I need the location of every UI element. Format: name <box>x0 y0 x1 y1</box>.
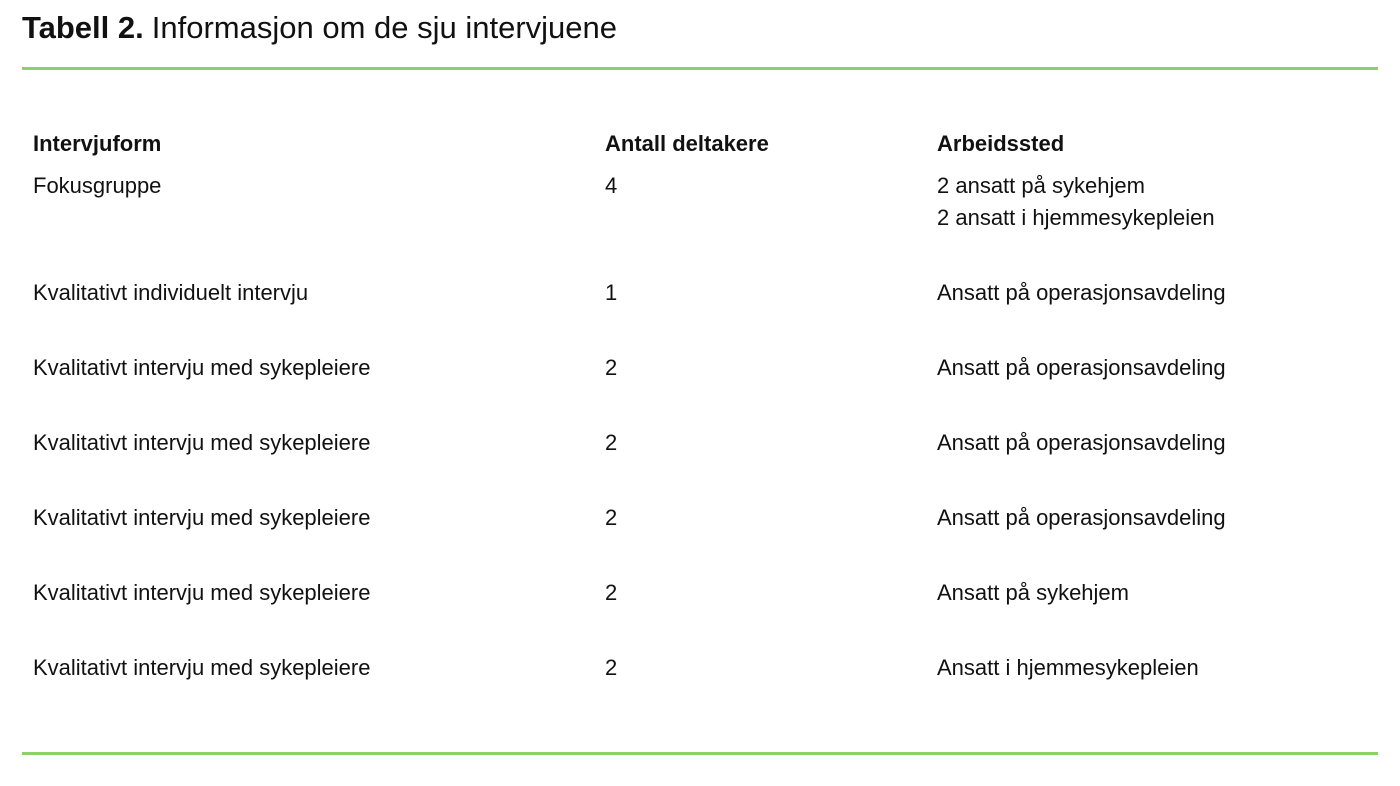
cell-participant-count: 1 <box>605 280 618 305</box>
table-row <box>33 352 1363 427</box>
interview-table <box>33 128 1363 727</box>
cell-participant-count: 2 <box>605 655 618 680</box>
cell-participant-count: 4 <box>605 173 618 198</box>
caption-label: Tabell 2. <box>22 10 144 45</box>
cell-participant-count: 2 <box>605 355 618 380</box>
bottom-rule <box>22 752 1378 755</box>
cell-workplace: Ansatt på operasjonsavdeling <box>937 355 1226 380</box>
table-row <box>33 652 1363 727</box>
cell-workplace: Ansatt i hjemmesykepleien <box>937 655 1199 680</box>
workplace-line: 2 ansatt i hjemmesykepleien <box>937 205 1215 230</box>
header-workplace: Arbeidssted <box>937 131 1065 156</box>
table-row <box>33 577 1363 652</box>
cell-interview-form: Kvalitativt intervju med sykepleiere <box>33 655 371 680</box>
table-row <box>33 427 1363 502</box>
cell-interview-form: Kvalitativt individuelt intervju <box>33 280 309 305</box>
table-header-row <box>33 128 1363 170</box>
table-row <box>33 502 1363 577</box>
caption-text: Informasjon om de sju intervjuene <box>151 10 617 45</box>
cell-workplace: Ansatt på operasjonsavdeling <box>937 280 1226 305</box>
cell-interview-form: Kvalitativt intervju med sykepleiere <box>33 355 371 380</box>
top-rule <box>22 67 1378 70</box>
cell-interview-form: Kvalitativt intervju med sykepleiere <box>33 505 371 530</box>
workplace-line: 2 ansatt på sykehjem <box>937 173 1145 198</box>
cell-interview-form: Kvalitativt intervju med sykepleiere <box>33 580 371 605</box>
table-caption <box>22 8 617 48</box>
table-row <box>33 277 1363 352</box>
cell-workplace: Ansatt på operasjonsavdeling <box>937 505 1226 530</box>
cell-workplace: Ansatt på operasjonsavdeling <box>937 430 1226 455</box>
cell-workplace <box>937 170 1215 234</box>
cell-participant-count: 2 <box>605 505 618 530</box>
cell-interview-form: Kvalitativt intervju med sykepleiere <box>33 430 371 455</box>
header-participant-count: Antall deltakere <box>605 131 769 156</box>
cell-participant-count: 2 <box>605 580 618 605</box>
cell-workplace: Ansatt på sykehjem <box>937 580 1129 605</box>
cell-interview-form: Fokusgruppe <box>33 173 162 198</box>
cell-participant-count: 2 <box>605 430 618 455</box>
table-row <box>33 170 1363 277</box>
header-interview-form: Intervjuform <box>33 131 162 156</box>
